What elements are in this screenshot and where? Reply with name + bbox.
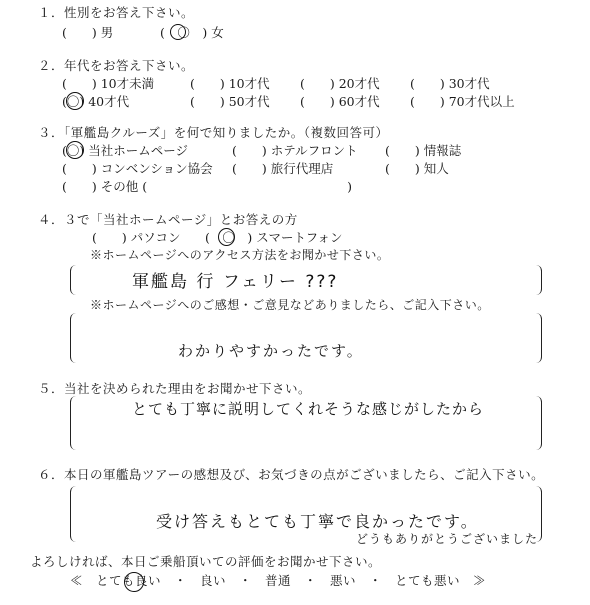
option-age-20s[interactable]: ( ) 20才代 <box>300 76 380 91</box>
q1-title: １．性別をお答え下さい。 <box>38 5 195 20</box>
option-age-60s[interactable]: ( ) 60才代 <box>300 94 380 109</box>
option-age-70plus[interactable]: ( ) 70才代以上 <box>410 94 515 109</box>
q4-title: ４．３で「当社ホームページ」とお答えの方 <box>38 212 298 227</box>
option-source-other[interactable]: ( ) その他 ( ) <box>62 179 352 194</box>
reason-answer: とても丁寧に説明してくれそうな感じがしたから <box>132 400 485 418</box>
option-age-50s[interactable]: ( ) 50才代 <box>190 94 270 109</box>
rating-prompt: よろしければ、本日ご乗船頂いての評価をお聞かせ下さい。 <box>30 554 382 569</box>
impression-prompt: ※ホームページへのご感想・ご意見などありましたら、ご記入下さい。 <box>90 298 490 312</box>
option-source-friend[interactable]: ( ) 知人 <box>385 161 449 176</box>
q3-title: ３．「軍艦島クルーズ」を何で知りましたか。（複数回答可） <box>38 125 389 140</box>
option-male[interactable]: ( ) 男 <box>62 25 114 40</box>
option-female[interactable]: ( 〇 ) 女 <box>160 25 224 40</box>
option-device-pc[interactable]: ( ) パソコン <box>92 230 181 245</box>
option-source-convention[interactable]: ( ) コンベンション協会 <box>62 161 213 176</box>
option-source-travel-agency[interactable]: ( ) 旅行代理店 <box>232 161 334 176</box>
access-answer: 軍艦島 行 フェリー ??? <box>132 272 339 292</box>
selected-mark <box>66 92 84 110</box>
option-age-under10[interactable]: ( ) 10才未満 <box>62 76 155 91</box>
option-source-hotel[interactable]: ( ) ホテルフロント <box>232 143 358 158</box>
selected-mark <box>218 228 235 246</box>
option-age-30s[interactable]: ( ) 30才代 <box>410 76 490 91</box>
selected-mark <box>66 141 84 159</box>
feedback-answer-line2: どうもありがとうございました <box>356 532 539 546</box>
rating-scale[interactable]: ≪ とても良い ・ 良い ・ 普通 ・ 悪い ・ とても悪い ≫ <box>70 573 487 588</box>
option-source-website[interactable]: (〇) 当社ホームページ <box>62 143 188 158</box>
option-device-smartphone[interactable]: ( 〇 ) スマートフォン <box>205 230 343 245</box>
option-age-10s[interactable]: ( ) 10才代 <box>190 76 270 91</box>
option-source-magazine[interactable]: ( ) 情報誌 <box>385 143 462 158</box>
access-prompt: ※ホームページへのアクセス方法をお聞かせ下さい。 <box>90 248 390 262</box>
feedback-answer-line1: 受け答えもとても丁寧で良かったです。 <box>156 512 479 531</box>
option-age-40s[interactable]: (〇) 40才代 <box>62 94 130 109</box>
q2-title: ２．年代をお答え下さい。 <box>38 58 195 73</box>
q5-title: ５．当社を決められた理由をお聞かせ下さい。 <box>38 381 312 396</box>
impression-answer: わかりやすかったです。 <box>178 342 364 360</box>
rating-selected-mark <box>124 572 144 592</box>
q6-title: ６．本日の軍艦島ツアーの感想及び、お気づきの点がございましたら、ご記入下さい。 <box>38 467 545 482</box>
selected-mark <box>170 24 186 40</box>
